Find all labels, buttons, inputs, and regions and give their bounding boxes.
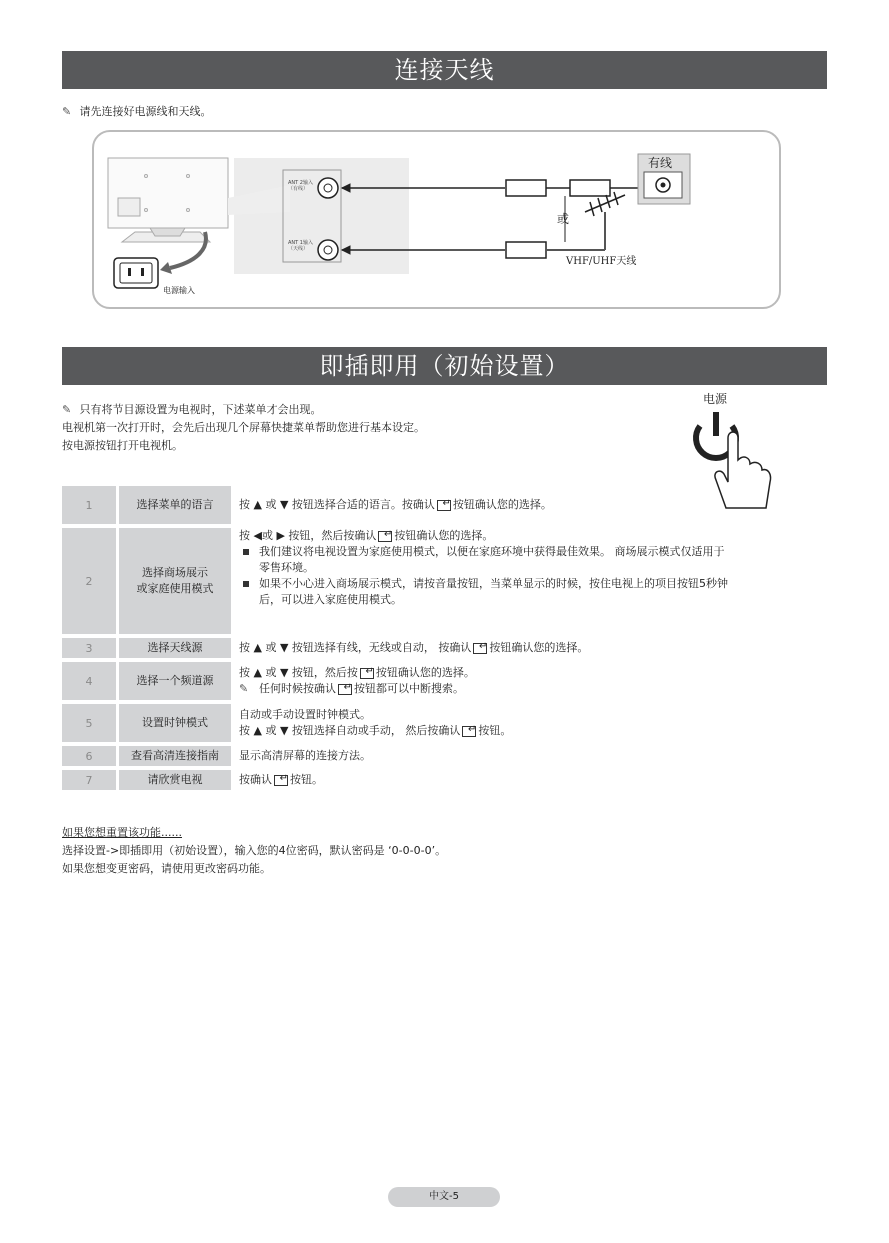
step-name: 请欣赏电视	[116, 770, 231, 790]
connection-diagram-svg	[0, 0, 889, 320]
step-note-text: 按钮都可以中断搜索。	[354, 682, 464, 695]
ant2-sub-text: （有线）	[288, 186, 309, 192]
step-desc: 显示高清屏幕的连接方法。	[239, 749, 371, 762]
enter-icon	[473, 643, 487, 654]
table-row	[62, 638, 782, 658]
step-number: 6	[62, 746, 116, 766]
step-number: 7	[62, 770, 116, 790]
step-desc	[231, 662, 782, 700]
step-note-text: 任何时候按确认	[259, 682, 336, 695]
intro-line-2: 按电源按钮打开电视机。	[62, 439, 183, 452]
enter-icon	[462, 726, 476, 737]
bullet-icon	[243, 581, 249, 587]
step-desc-text: 按 ▲ 或 ▼ 按钮选择有线，无线或自动， 按确认	[239, 641, 472, 654]
enter-icon	[437, 500, 451, 511]
antenna-note-text: 请先连接好电源线和天线。	[79, 105, 212, 118]
bullet-icon	[243, 549, 249, 555]
section-title-plug-and-play: 即插即用（初始设置）	[62, 347, 827, 385]
ant2-label	[288, 180, 313, 192]
power-input-label: 电源输入	[163, 286, 195, 295]
enter-icon	[338, 684, 352, 695]
step-desc-text: 按 ▲ 或 ▼ 按钮选择合适的语言。按确认	[239, 498, 435, 511]
step-desc	[231, 528, 782, 634]
step-name: 选择一个频道源	[116, 662, 231, 700]
step-desc-text: 按钮确认您的选择。	[394, 529, 494, 542]
step-number: 3	[62, 638, 116, 658]
step-desc-text: 按 ▲ 或 ▼ 按钮，然后按	[239, 666, 358, 679]
table-row	[62, 746, 782, 766]
step-desc	[231, 770, 782, 790]
enter-icon	[378, 531, 392, 542]
step-bullet-text: 如果不小心进入商场展示模式，请按音量按钮，当菜单显示的时候，按住电视上的项目按钮5秒钟	[259, 577, 728, 590]
plug-play-note	[62, 402, 322, 418]
step-name: 设置时钟模式	[116, 704, 231, 742]
step-name: 选择菜单的语言	[116, 486, 231, 524]
power-button-label: 电源	[703, 392, 728, 406]
reset-line-2: 如果您想变更密码，请使用更改密码功能。	[62, 862, 271, 875]
step-desc-text: 按 ▲ 或 ▼ 按钮选择自动或手动， 然后按确认	[239, 724, 461, 737]
step-desc	[231, 638, 782, 658]
table-row	[62, 704, 782, 742]
or-label: 或	[557, 212, 570, 226]
page-number-badge: 中文-5	[388, 1187, 500, 1207]
step-desc-text: 按确认	[239, 773, 272, 786]
setup-steps-table	[62, 482, 782, 794]
step-name: 选择商场展示 或家庭使用模式	[116, 528, 231, 634]
intro-line-1: 电视机第一次打开时，会先后出现几个屏幕快捷菜单帮助您进行基本设定。	[62, 421, 425, 434]
ant1-label-text: ANT 1输入	[288, 240, 313, 246]
step-bullet-text: 后，可以进入家庭使用模式。	[259, 593, 402, 606]
reset-line-1: 选择设置->即插即用（初始设置），输入您的4位密码，默认密码是 ‘0-0-0-0’。	[62, 844, 447, 857]
step-desc-text: 按钮。	[290, 773, 323, 786]
step-desc	[231, 704, 782, 742]
table-row	[62, 486, 782, 524]
cable-label: 有线	[648, 156, 673, 170]
ant1-label	[288, 240, 313, 252]
step-desc-text: 按钮确认您的选择。	[452, 498, 552, 511]
step-number: 4	[62, 662, 116, 700]
step-name: 选择天线源	[116, 638, 231, 658]
table-row	[62, 662, 782, 700]
step-desc-text: 按钮确认您的选择。	[489, 641, 589, 654]
step-desc-text: 自动或手动设置时钟模式。	[239, 708, 371, 721]
pencil-note-icon: ✎	[62, 105, 72, 118]
enter-icon	[274, 775, 288, 786]
step-desc	[231, 486, 782, 524]
enter-icon	[360, 668, 374, 679]
table-row	[62, 528, 782, 634]
step-bullet-text: 我们建议将电视设置为家庭使用模式，以便在家庭环境中获得最佳效果。 商场展示模式仅适用于	[259, 545, 725, 558]
step-name: 查看高清连接指南	[116, 746, 231, 766]
step-desc-text: 按钮。	[478, 724, 512, 737]
ant1-sub-text: （天线）	[288, 246, 309, 252]
ant2-label-text: ANT 2输入	[288, 180, 313, 186]
pencil-note-icon: ✎	[62, 403, 72, 416]
step-number: 5	[62, 704, 116, 742]
pencil-note-icon: ✎	[239, 682, 249, 695]
reset-heading: 如果您想重置该功能......	[62, 826, 182, 839]
step-number: 2	[62, 528, 116, 634]
step-number: 1	[62, 486, 116, 524]
tv-back-icon	[108, 158, 290, 242]
cables	[342, 180, 660, 258]
step-desc-text: 按钮确认您的选择。	[375, 666, 475, 679]
plug-play-note-text: 只有将节目源设置为电视时，下述菜单才会出现。	[79, 403, 322, 416]
table-row	[62, 770, 782, 790]
step-desc-text: 按 ◀或 ▶ 按钮，然后按确认	[239, 529, 377, 542]
section-title-antenna: 连接天线	[62, 51, 827, 89]
antenna-label: VHF/UHF天线	[566, 256, 637, 267]
step-bullet-text: 零售环境。	[259, 561, 314, 574]
